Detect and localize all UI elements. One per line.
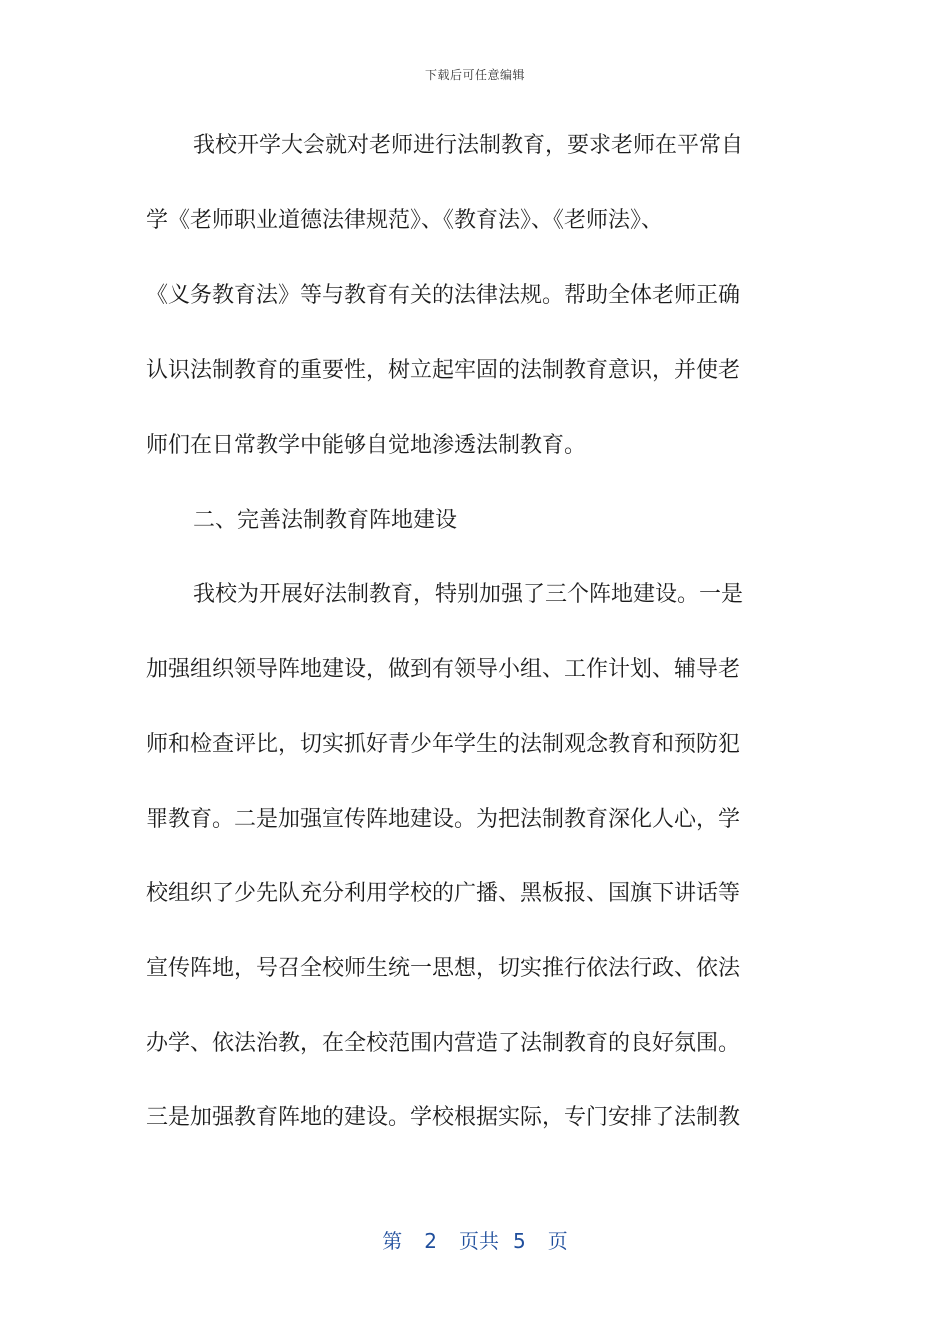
paragraph-line: 我校为开展好法制教育，特别加强了三个阵地建设。一是 [193,582,744,607]
paragraph-line: 罪教育。二是加强宣传阵地建设。为把法制教育深化人心，学 [146,807,741,832]
header-note: 下载后可任意编辑 [424,68,525,82]
paragraph-line: 三是加强教育阵地的建设。学校根据实际，专门安排了法制教 [146,1105,741,1130]
paragraph-line: 宣传阵地，号召全校师生统一思想，切实推行依法行政、依法 [146,956,741,981]
paragraph-line: 师们在日常教学中能够自觉地渗透法制教育。 [146,433,587,458]
paragraph-line: 《义务教育法》等与教育有关的法律法规。帮助全体老师正确 [146,283,741,308]
page-footer [0,1225,950,1254]
total-pages-number: 5 [513,1229,526,1253]
page-prefix: 第 [382,1229,403,1253]
paragraph-line: 师和检查评比，切实抓好青少年学生的法制观念教育和预防犯 [146,732,741,757]
page-suffix: 页 [547,1229,568,1253]
page-middle-label: 页共 [459,1229,499,1253]
current-page-number: 2 [424,1229,437,1253]
section-heading: 二、完善法制教育阵地建设 [193,508,458,533]
paragraph-line: 加强组织领导阵地建设，做到有领导小组、工作计划、辅导老 [146,657,741,682]
paragraph-line: 办学、依法治教，在全校范围内营造了法制教育的良好氛围。 [146,1031,741,1056]
paragraph-line: 认识法制教育的重要性，树立起牢固的法制教育意识，并使老 [146,358,741,383]
paragraph-line: 校组织了少先队充分利用学校的广播、黑板报、国旗下讲话等 [146,881,741,906]
paragraph-line: 我校开学大会就对老师进行法制教育，要求老师在平常自 [193,133,744,158]
paragraph-line: 学《老师职业道德法律规范》、《教育法》、《老师法》、 [146,208,664,233]
